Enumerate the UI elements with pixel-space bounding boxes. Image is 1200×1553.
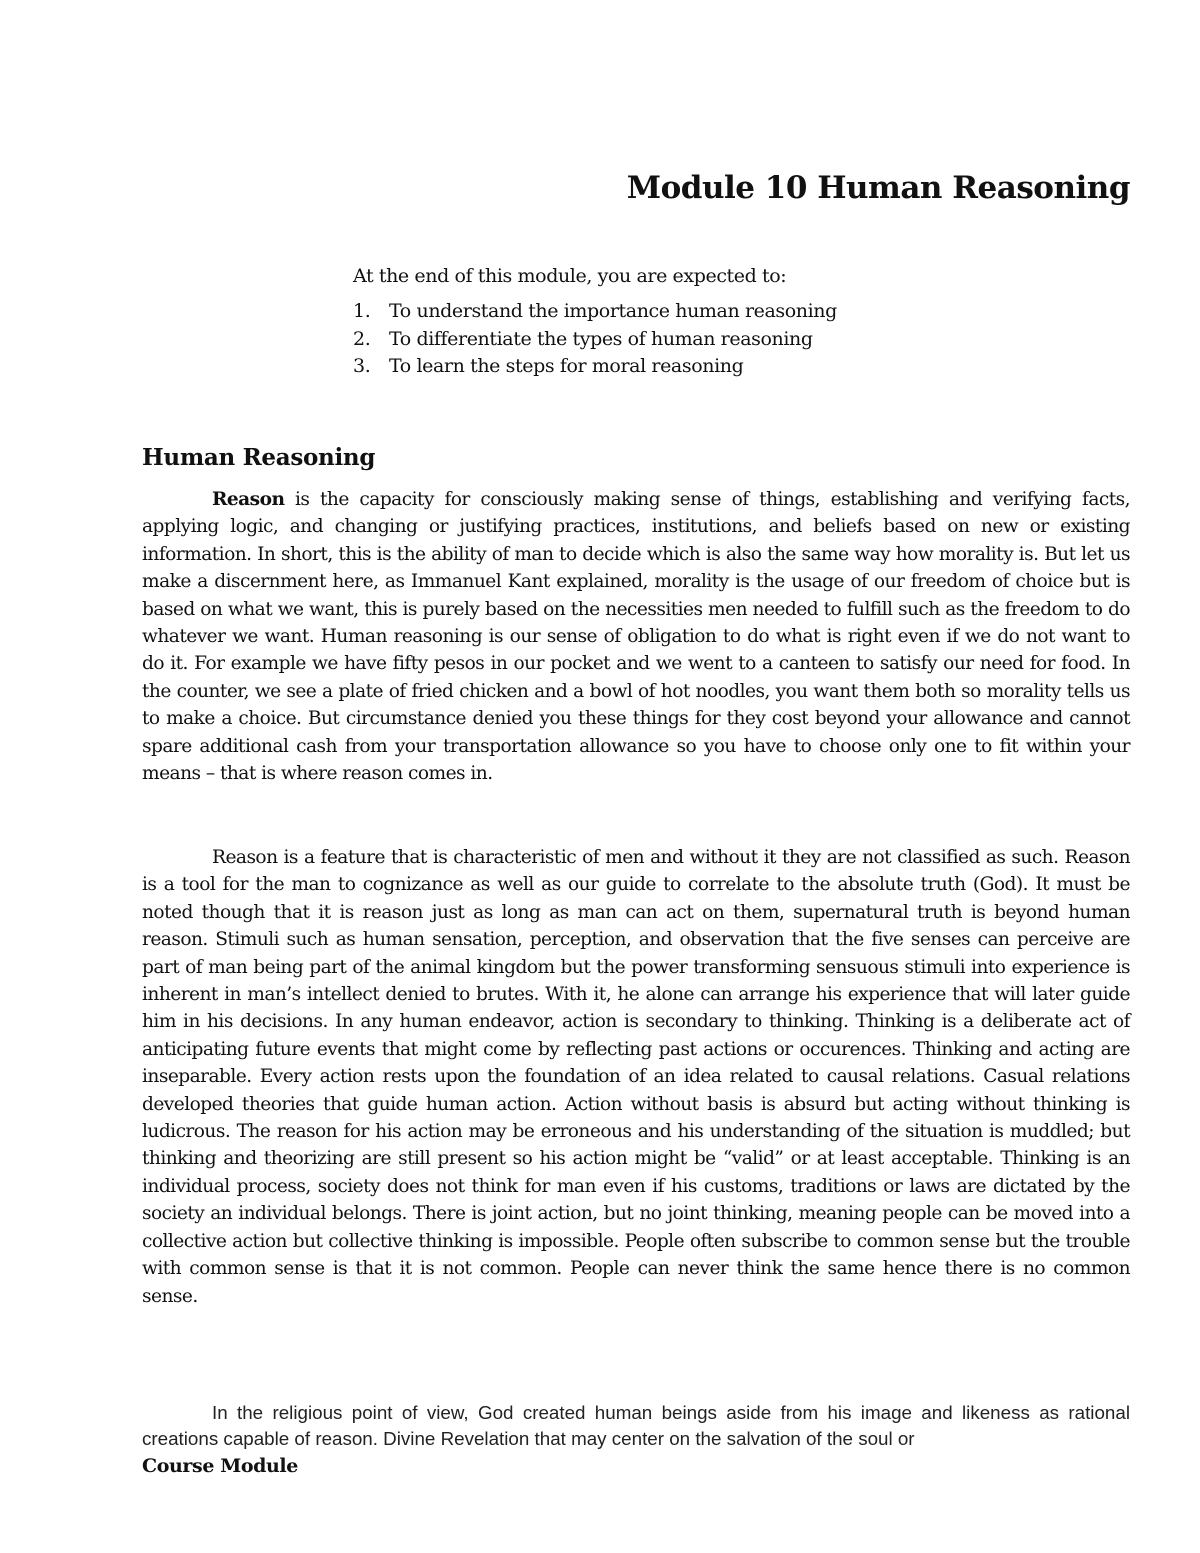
objectives-list [353,298,1113,381]
paragraph-3-text: In the religious point of view, God created human beings aside from his image and likeness as rational creations capable of reason. Divine Revelation that may center on the salvation of the soul or [142,1402,1130,1449]
objective-text: To differentiate the types of human reasoning [389,327,813,350]
learning-objectives [353,262,1113,381]
body-paragraph-3 [142,1400,1130,1452]
body-paragraph-1 [142,486,1130,787]
objective-number: 2. [353,327,371,350]
page-title: Module 10 Human Reasoning [626,170,1130,206]
paragraph-1-text: is the capacity for consciously making sense of things, establishing and verifying facts, applying logic, and changing or justifying practices, institutions, and beliefs based on new or existing information. In short, this is the ability of man to decide which is also the same way how morality is. But let us make a discernment here, as Immanuel Kant explained, morality is the usage of our freedom of choice but is based on what we want, this is purely based on the necessities men needed to fulfill such as the freedom to do whatever we want. Human reasoning is our sense of obligation to do what is right even if we do not want to do it. For example we have fifty pesos in our pocket and we went to a canteen to satisfy our need for food. In the counter, we see a plate of fried chicken and a bowl of hot noodles, you want them both so morality tells us to make a choice. But circumstance denied you these things for they cost beyond your allowance and cannot spare additional cash from your transportation allowance so you have to choose only one to fit within your means – that is where reason comes in. [142,489,1130,785]
objective-text: To understand the importance human reasoning [389,300,837,322]
paragraph-2-text: Reason is a feature that is characteristic of men and without it they are not classified as such. Reason is a tool for the man to cognizance as well as our guide to correlate to the absolute truth (God). It must be noted though that it is reason just as long as man can act on them, supernatural truth is beyond human reason. Stimuli such as human sensation, perception, and observation that the five senses can perceive are part of man being part of the animal kingdom but the power transforming sensuous stimuli into experience is inherent in man’s intellect denied to brutes. With it, he alone can arrange his experience that will later guide him in his decisions. In any human endeavor, action is secondary to thinking. Thinking is a deliberate act of anticipating future events that might come by reflecting past actions or occurences. Thinking and acting are inseparable. Every action rests upon the foundation of an idea related to causal relations. Casual relations developed theories that guide human action. Action without basis is absurd but acting without thinking is ludicrous. The reason for his action may be erroneous and his understanding of the situation is muddled; but thinking and theorizing are still present so his action might be “valid” or at least acceptable. Thinking is an individual process, society does not think for man even if his customs, traditions or laws are dictated by the society an individual belongs. There is joint action, but no joint thinking, meaning people can be moved into a collective action but collective thinking is impossible. People often subscribe to common sense but the trouble with common sense is that it is not common. People can never think the same hence there is no common sense. [142,847,1130,1307]
reason-term: Reason [212,489,285,510]
objective-number: 3. [353,355,371,377]
objective-item [353,353,1113,381]
body-paragraph-2 [142,844,1130,1310]
objective-number: 1. [353,300,371,322]
section-heading: Human Reasoning [142,444,376,471]
objectives-intro: At the end of this module, you are expected to: [353,265,787,287]
footer-label: Course Module [142,1455,298,1477]
objective-item [353,298,1113,326]
objective-item [353,326,1113,354]
objective-text: To learn the steps for moral reasoning [389,355,744,377]
